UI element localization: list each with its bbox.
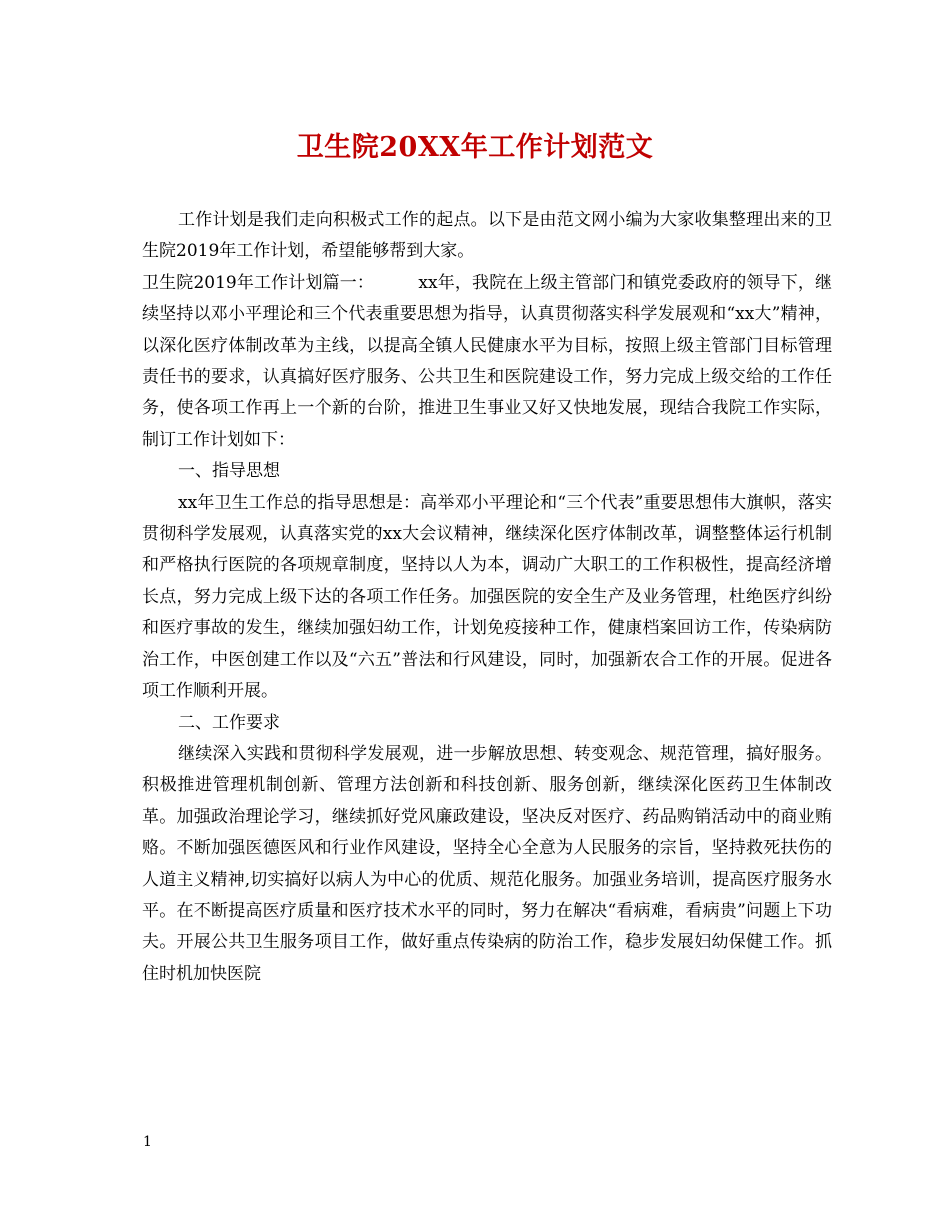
paragraph-intro: 工作计划是我们走向积极式工作的起点。以下是由范文网小编为大家收集整理出来的卫生院2019年工作计划，希望能够帮到大家。 xyxy=(142,210,832,262)
paragraph-work-requirements: 继续深入实践和贯彻科学发展观，进一步解放思想、转变观念、规范管理，搞好服务。积极推进管理机制创新、管理方法创新和科技创新、服务创新，继续深化医药卫生体制改革。加强政治理论学习，继续抓好党风廉政建设，坚决反对医疗、药品购销活动中的商业贿赂。不断加强医德医风和行业作风建设，坚持全心全意为人民服务的宗旨，坚持救死扶伤的人道主义精神,切实搞好以病人为中心的优质、规范化服务。加强业务培训，提高医疗服务水平。在不断提高医疗质量和医疗技术水平的同时，努力在解决“看病难，看病贵”问题上下功夫。开展公共卫生服务项目工作，做好重点传染病的防治工作，稳步发展妇幼保健工作。抓住时机加快医院 xyxy=(142,743,832,984)
paragraph-plan-one: 卫生院2019年工作计划篇一： xx年，我院在上级主管部门和镇党委政府的领导下，继续坚持以邓小平理论和三个代表重要思想为指导，认真贯彻落实科学发展观和“xx大”精神，以深化医疗体制改革为主线，以提高全镇人民健康水平为目标，按照上级主管部门目标管理责任书的要求，认真搞好医疗服务、公共卫生和医院建设工作，努力完成上级交给的工作任务，使各项工作再上一个新的台阶，推进卫生事业又好又快地发展，现结合我院工作实际，制订工作计划如下： xyxy=(142,272,832,450)
document-body xyxy=(142,205,832,990)
section-heading-guiding-thought: 一、指导思想 xyxy=(178,461,280,482)
page-number: 1 xyxy=(143,1134,152,1150)
section-heading-work-requirements: 二、工作要求 xyxy=(178,712,280,733)
document-title: 卫生院20XX年工作计划范文 xyxy=(296,132,654,163)
paragraph-guiding-thought: xx年卫生工作总的指导思想是：高举邓小平理论和“三个代表”重要思想伟大旗帜，落实贯彻科学发展观，认真落实党的xx大会议精神，继续深化医疗体制改革，调整整体运行机制和严格执行医院的各项规章制度，坚持以人为本，调动广大职工的工作积极性，提高经济增长点，努力完成上级下达的各项工作任务。加强医院的安全生产及业务管理，杜绝医疗纠纷和医疗事故的发生，继续加强妇幼工作，计划免疫接种工作，健康档案回访工作，传染病防治工作，中医创建工作以及“六五”普法和行风建设，同时，加强新农合工作的开展。促进各项工作顺利开展。 xyxy=(142,492,832,702)
